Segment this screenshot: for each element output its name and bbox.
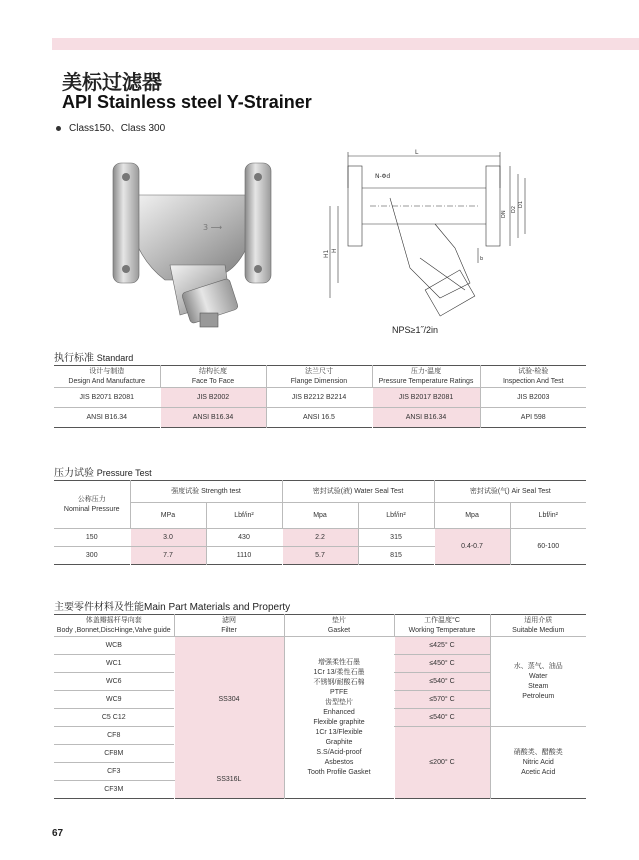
- table-cell: JIS B2003: [480, 388, 586, 408]
- gasket-line: Flexible graphite: [313, 718, 365, 726]
- std-h-inspection-en: Inspection And Test: [502, 377, 564, 385]
- table-cell: 3.0: [130, 529, 206, 547]
- temp-cell: ≤425° C: [394, 637, 490, 655]
- filter-cell: SS304: [174, 637, 284, 763]
- body-material-cell: CF8: [54, 727, 174, 745]
- medium-cell: [490, 637, 586, 727]
- svg-text:L: L: [415, 149, 419, 156]
- std-h-pressure-cn: 压力-温度: [410, 367, 442, 375]
- materials-title: 主要零件材料及性能Main Part Materials and Property: [54, 602, 291, 613]
- pressure-title-en: Pressure Test: [96, 468, 152, 478]
- svg-text:N-Φd: N-Φd: [375, 173, 391, 180]
- mat-h-body-cn: 体盖瓣摇杆导向套: [85, 616, 142, 624]
- table-cell: 2.2: [282, 529, 358, 547]
- mat-h-temp-en: Working Temperature: [408, 626, 476, 634]
- title-en: API Stainless steel Y-Strainer: [62, 92, 312, 112]
- mat-h-gasket-cn: 垫片: [332, 616, 346, 624]
- svg-text:H1: H1: [323, 249, 330, 258]
- strength-test-header: 强度试验 Strength test: [130, 481, 282, 503]
- unit-header: Lbf/in²: [510, 503, 586, 529]
- svg-text:b: b: [480, 256, 484, 262]
- gasket-line: Tooth Profile Gasket: [307, 768, 371, 776]
- standard-table: [54, 365, 586, 428]
- gasket-line: Enhanced: [323, 708, 355, 716]
- table-row: [54, 637, 586, 655]
- dimension-drawing: [320, 148, 530, 328]
- std-h-flange-en: Flange Dimension: [290, 377, 348, 385]
- body-material-cell: CF3: [54, 763, 174, 781]
- svg-text:H: H: [331, 248, 338, 253]
- nominal-cn: 公称压力: [77, 495, 106, 503]
- pressure-title: [54, 464, 152, 479]
- medium-line: Acetic Acid: [521, 768, 556, 776]
- medium-line: Steam: [528, 682, 549, 690]
- table-cell: 1110: [206, 547, 282, 565]
- filter-cell: SS316L: [174, 763, 284, 799]
- gasket-line: PTFE: [330, 688, 348, 696]
- gasket-line: Asbestos: [324, 758, 354, 766]
- temp-cell: ≤570° C: [394, 691, 490, 709]
- unit-header: MPa: [130, 503, 206, 529]
- pressure-table: [54, 480, 586, 565]
- mat-h-gasket-en: Gasket: [327, 626, 351, 634]
- table-cell: ANSI B16.34: [372, 408, 480, 428]
- std-h-face-en: Face To Face: [191, 377, 235, 385]
- table-cell: 150: [54, 529, 130, 547]
- table-row: [54, 529, 586, 547]
- temp-cell: ≤450° C: [394, 655, 490, 673]
- bullet-dot-icon: [56, 126, 61, 131]
- std-h-pressure-en: Pressure Temperature Ratings: [378, 377, 474, 385]
- nps-note: NPS≥1˝/2in: [392, 325, 438, 335]
- table-cell: 7.7: [130, 547, 206, 565]
- body-material-cell: CF8M: [54, 745, 174, 763]
- medium-line: Petroleum: [522, 692, 555, 700]
- body-material-cell: CF3M: [104, 785, 124, 793]
- std-h-design-en: Design And Manufacture: [68, 377, 146, 385]
- gasket-line: 不锈钢/耐酸石棉: [313, 678, 365, 686]
- body-material-cell: WC9: [54, 691, 174, 709]
- class-text: Class150、Class 300: [69, 123, 166, 134]
- page-number: 67: [52, 828, 64, 839]
- unit-header: Mpa: [282, 503, 358, 529]
- table-cell: 60-100: [510, 529, 586, 565]
- standard-title-en: Standard: [96, 353, 134, 363]
- table-row: [54, 388, 586, 408]
- mat-h-body-en: Body ,Bonnet,DiscHinge,Valve guide: [56, 626, 171, 634]
- temp-cell: ≤200° C: [394, 727, 490, 799]
- table-cell: JIS B2017 B2081: [372, 388, 480, 408]
- nominal-en: Nominal Pressure: [63, 505, 120, 513]
- table-cell: ANSI B16.34: [86, 413, 127, 421]
- table-cell: ANSI B16.34: [160, 408, 266, 428]
- materials-header-row: [54, 615, 586, 637]
- std-h-inspection-cn: 试验-检验: [518, 367, 549, 375]
- std-h-flange-cn: 法兰尺寸: [305, 367, 333, 375]
- body-material-cell: WC1: [54, 655, 174, 673]
- table-cell: JIS B2212 B2214: [266, 388, 372, 408]
- svg-text:3 ⟶: 3 ⟶: [203, 223, 223, 232]
- pressure-group-row: [54, 481, 586, 503]
- mat-h-filter-cn: 滤网: [222, 616, 236, 624]
- pressure-unit-row: [54, 503, 586, 529]
- gasket-line: S.S/Acid-proof: [316, 748, 362, 756]
- table-cell: ANSI 16.5: [266, 408, 372, 428]
- table-cell: 430: [206, 529, 282, 547]
- svg-text:DN: DN: [501, 210, 507, 218]
- table-row: [54, 408, 586, 428]
- title-cn: 美标过滤器: [62, 70, 162, 94]
- table-cell: JIS B2071 B2081: [54, 388, 160, 408]
- std-h-face-cn: 结构长度: [199, 367, 227, 375]
- strainer-photo: [105, 155, 280, 335]
- gasket-line: 齿型垫片: [325, 698, 353, 706]
- pressure-title-cn: 压力试验: [54, 468, 94, 479]
- std-h-design-cn: 设计与制造: [89, 367, 125, 375]
- standard-header-row: [54, 366, 586, 388]
- medium-line: Nitric Acid: [522, 758, 554, 766]
- standard-title-cn: 执行标准: [54, 353, 94, 364]
- mat-h-filter-en: Filter: [221, 626, 237, 634]
- standard-title: [54, 349, 133, 364]
- svg-text:D2: D2: [511, 205, 517, 213]
- gasket-line: 1Cr 13/柔性石墨: [313, 668, 365, 676]
- class-bullet: [56, 119, 165, 134]
- gasket-cell: [284, 637, 394, 799]
- header-band: [52, 38, 639, 50]
- gasket-line: 1Cr 13/Flexible: [315, 728, 363, 736]
- gasket-line: 增强柔性石墨: [318, 658, 360, 666]
- mat-h-temp-cn: 工作温度°C: [424, 616, 460, 624]
- mat-h-medium-cn: 适用介质: [524, 616, 553, 624]
- medium-line: 水、蒸气、油品: [513, 662, 563, 670]
- body-material-cell: C5 C12: [54, 709, 174, 727]
- table-cell: 5.7: [282, 547, 358, 565]
- medium-line: 硝酸类、醋酸类: [513, 748, 563, 756]
- table-cell: 300: [85, 551, 98, 559]
- temp-cell: ≤540° C: [394, 709, 490, 727]
- table-cell: JIS B2002: [160, 388, 266, 408]
- table-cell: 315: [358, 529, 434, 547]
- water-seal-header: 密封试验(液) Water Seal Test: [282, 481, 434, 503]
- mat-h-medium-en: Suitable Medium: [512, 626, 565, 634]
- gasket-line: Graphite: [325, 738, 353, 746]
- table-cell: API 598: [480, 408, 586, 428]
- body-material-cell: WCB: [54, 637, 174, 655]
- unit-header: Mpa: [434, 503, 510, 529]
- unit-header: Lbf/in²: [206, 503, 282, 529]
- medium-cell: [490, 727, 586, 799]
- air-seal-header: 密封试验(气) Air Seal Test: [434, 481, 586, 503]
- svg-text:D1: D1: [518, 200, 524, 208]
- materials-table: [54, 614, 586, 799]
- table-cell: 815: [358, 547, 434, 565]
- unit-header: Lbf/in²: [358, 503, 434, 529]
- medium-line: Water: [529, 672, 548, 680]
- body-material-cell: WC6: [54, 673, 174, 691]
- table-cell: 0.4-0.7: [434, 529, 510, 565]
- temp-cell: ≤540° C: [394, 673, 490, 691]
